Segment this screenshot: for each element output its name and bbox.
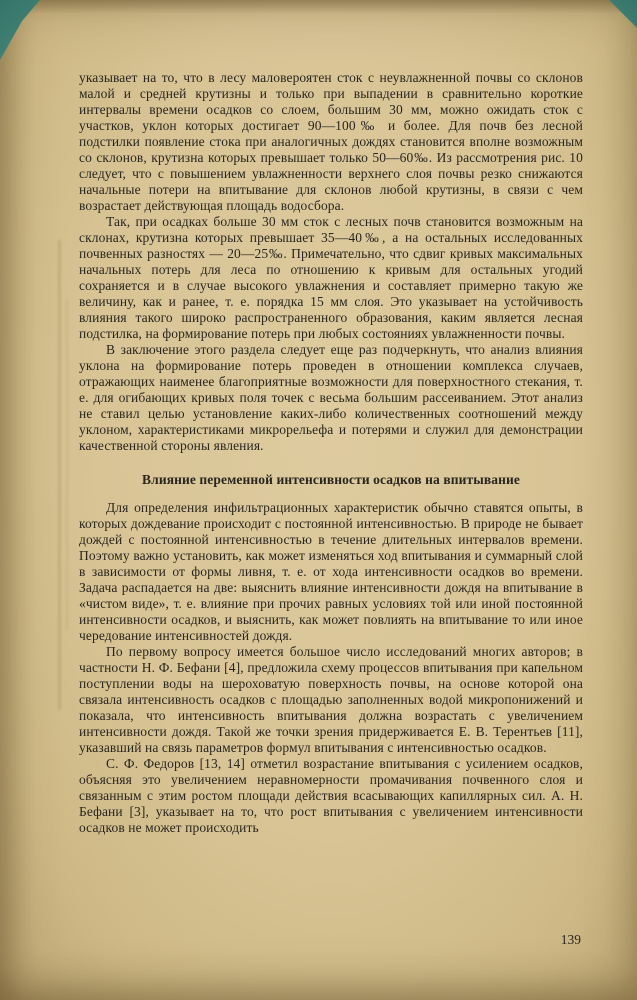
paragraph: Для определения инфильтрационных характеристик обычно ставятся опыты, в которых дождевание происходит с постоянной интенсивностью. В природе не бывает дождей с постоянной интенсивностью в течение длительных интервалов времени. Поэтому важно установить, как может изменяться ход впитывания и суммарный слой в зависимости от формы ливня, т. е. от хода интенсивности осадков во времени. Задача распадается на две: выяснить влияние интенсивности дождя на впитывание в «чистом виде», т. е. влияние при прочих равных условиях той или иной постоянной интенсивности осадков, и выяснить, как может повлиять на впитывание то или иное чередование интенсивностей дождя. — [79, 500, 583, 643]
scan-streak — [66, 300, 68, 630]
scan-streak — [58, 240, 61, 710]
scan-edge-shadow — [0, 0, 637, 14]
paragraph: С. Ф. Федоров [13, 14] отметил возрастание впитывания с усилением осадков, объясняя это увеличением неравномерности промачивания почвенного слоя и связанным с этим ростом площади действия всасывающих капиллярных сил. А. Н. Бефани [3], указывает на то, что рост впитывания с увеличением интенсивности осадков не может происходить — [79, 756, 583, 835]
paragraph: указывает на то, что в лесу маловероятен сток с неувлажненной почвы со склонов малой и средней крутизны и только при выпадении в сравнительно короткие интервалы времени осадков со слоем, большим 30 мм, можно ожидать сток с участков, уклон которых достигает 90—100‰ и более. Для почв без лесной подстилки появление стока при аналогичных дождях становится вполне возможным со склонов, крутизна которых превышает только 50—60‰. Из рассмотрения рис. 10 следует, что с повышением увлажненности верхнего слоя почвы резко снижаются начальные потери на впитывание для склонов любой крутизны, в связи с чем возрастает действующая площадь водосбора. — [79, 70, 583, 213]
section-heading: Влияние переменной интенсивности осадков на впитывание — [142, 472, 520, 487]
paragraph: По первому вопросу имеется большое число исследований многих авторов; в частности Н. Ф. Бефани [4], предложила схему процессов впитывания при капельном поступлении воды на шероховатую поверхность почвы, на основе которой она связала интенсивность осадков с площадью заполненных водой микропонижений и показала, что интенсивность впитывания должна возрастать с увеличением интенсивности дождя. Такой же точки зрения придерживается Е. В. Терентьев [11], указавший на связь параметров формул впитывания с интенсивностью осадков. — [79, 644, 583, 755]
page-number: 139 — [560, 932, 581, 947]
paragraph: Так, при осадках больше 30 мм сток с лесных почв становится возможным на склонах, крутизна которых превышает 35—40‰, а на остальных исследованных почвенных разностях — 20—25‰. Примечательно, что сдвиг кривых максимальных начальных потерь для леса по отношению к кривым для остальных угодий сохраняется и в случае высокого увлажнения и составляет примерно такую же величину, как и ранее, т. е. порядка 15 мм слоя. Это указывает на устойчивость влияния такого широко распространенного образования, каким является лесная подстилка, на формирование потерь при любых состояниях увлажненности почвы. — [79, 214, 583, 341]
page-text — [79, 70, 583, 836]
paragraph: В заключение этого раздела следует еще раз подчеркнуть, что анализ влияния уклона на формирование потерь проведен в отношении комплекса случаев, отражающих наименее благоприятные возможности для поверхностного стекания, т. е. для огибающих кривых поля точек с весьма большим рассеиванием. Этот анализ не ставил целью установление каких-либо количественных соотношений между уклоном, характеристиками микрорельефа и потерями и служил для демонстрации качественной стороны явления. — [79, 342, 583, 453]
